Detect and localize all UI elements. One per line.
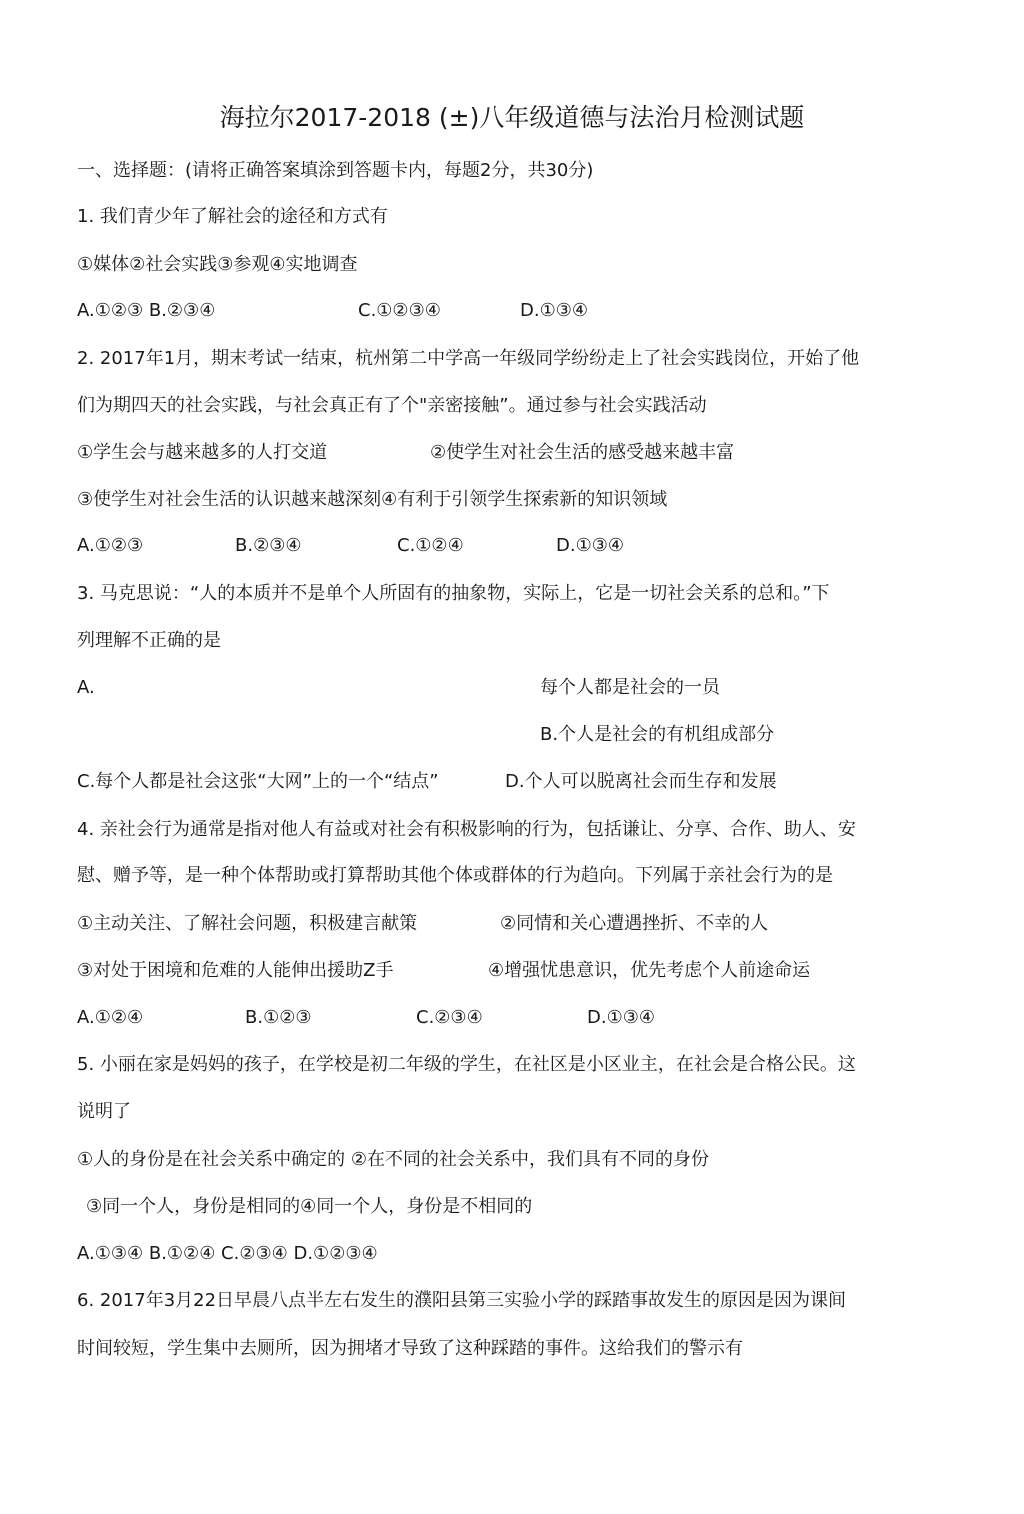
question-5-items-3-4: ③同一个人，身份是相同的④同一个人，身份是不相同的 bbox=[86, 1196, 533, 1217]
question-1-stem: 1. 我们青少年了解社会的途径和方式有 bbox=[77, 206, 388, 227]
question-2-item-3-4: ③使学生对社会生活的认识越来越深刻④有利于引领学生探索新的知识领域 bbox=[77, 489, 668, 510]
question-2-item-1: ①学生会与越来越多的人打交道 bbox=[77, 442, 328, 463]
question-4-item-2: ②同情和关心遭遇挫折、不幸的人 bbox=[500, 913, 769, 934]
question-1-option-ab: A.①②③ B.②③④ bbox=[77, 300, 216, 321]
question-1-option-c: C.①②③④ bbox=[358, 300, 441, 321]
question-2-option-d: D.①③④ bbox=[556, 535, 624, 556]
question-4-option-a: A.①②④ bbox=[77, 1007, 144, 1028]
question-5-stem-line-1: 5. 小丽在家是妈妈的孩子，在学校是初二年级的学生，在社区是小区业主，在社会是合格公民。这 bbox=[77, 1054, 856, 1075]
question-3-option-b: B.个人是社会的有机组成部分 bbox=[540, 724, 775, 745]
question-4-item-1: ①主动关注、了解社会问题，积极建言献策 bbox=[77, 913, 418, 934]
question-2-item-2: ②使学生对社会生活的感受越来越丰富 bbox=[430, 442, 735, 463]
question-5-items-1-2: ①人的身份是在社会关系中确定的 ②在不同的社会关系中，我们具有不同的身份 bbox=[77, 1149, 709, 1170]
question-6-stem-line-1: 6. 2017年3月22日早晨八点半左右发生的濮阳县第三实验小学的踩踏事故发生的原因是因为课间 bbox=[77, 1290, 847, 1311]
section-heading: 一、选择题：(请将正确答案填涂到答题卡内，每题2分，共30分) bbox=[77, 160, 594, 181]
question-5-stem-line-2: 说明了 bbox=[77, 1101, 131, 1122]
question-3-stem-line-2: 列理解不正确的是 bbox=[77, 630, 221, 651]
question-1-option-d: D.①③④ bbox=[520, 300, 588, 321]
question-4-option-c: C.②③④ bbox=[416, 1007, 483, 1028]
question-4-item-3: ③对处于困境和危难的人能伸出援助Z手 bbox=[77, 960, 394, 981]
question-3-option-a-label: A. bbox=[77, 677, 95, 698]
question-2-option-a: A.①②③ bbox=[77, 535, 144, 556]
question-6-stem-line-2: 时间较短，学生集中去厕所，因为拥堵才导致了这种踩踏的事件。这给我们的警示有 bbox=[77, 1338, 743, 1359]
question-3-option-d: D.个人可以脱离社会而生存和发展 bbox=[505, 771, 777, 792]
question-2-option-c: C.①②④ bbox=[397, 535, 464, 556]
question-3-option-c: C.每个人都是社会这张“大网”上的一个“结点” bbox=[77, 771, 439, 792]
question-4-item-4: ④增强忧患意识，优先考虑个人前途命运 bbox=[488, 960, 811, 981]
question-2-option-b: B.②③④ bbox=[235, 535, 302, 556]
question-4-option-b: B.①②③ bbox=[245, 1007, 312, 1028]
question-3-stem-line-1: 3. 马克思说：“人的本质并不是单个人所固有的抽象物，实际上，它是一切社会关系的总和。”下 bbox=[77, 583, 830, 604]
question-2-stem-line-1: 2. 2017年1月，期末考试一结束，杭州第二中学高一年级同学纷纷走上了社会实践岗位，开始了他 bbox=[77, 348, 860, 369]
question-5-options: A.①③④ B.①②④ C.②③④ D.①②③④ bbox=[77, 1243, 378, 1264]
question-3-option-a-text: 每个人都是社会的一员 bbox=[540, 677, 720, 698]
question-4-option-d: D.①③④ bbox=[587, 1007, 655, 1028]
question-4-stem-line-1: 4. 亲社会行为通常是指对他人有益或对社会有积极影响的行为，包括谦让、分享、合作、助人、安 bbox=[77, 819, 856, 840]
page-title: 海拉尔2017-2018 (±)八年级道德与法治月检测试题 bbox=[219, 103, 805, 132]
question-4-stem-line-2: 慰、赠予等，是一种个体帮助或打算帮助其他个体或群体的行为趋向。下列属于亲社会行为的是 bbox=[77, 865, 833, 886]
question-2-stem-line-2: 们为期四天的社会实践，与社会真正有了个"亲密接触”。通过参与社会实践活动 bbox=[77, 395, 707, 416]
question-1-items: ①媒体②社会实践③参观④实地调查 bbox=[77, 254, 358, 275]
